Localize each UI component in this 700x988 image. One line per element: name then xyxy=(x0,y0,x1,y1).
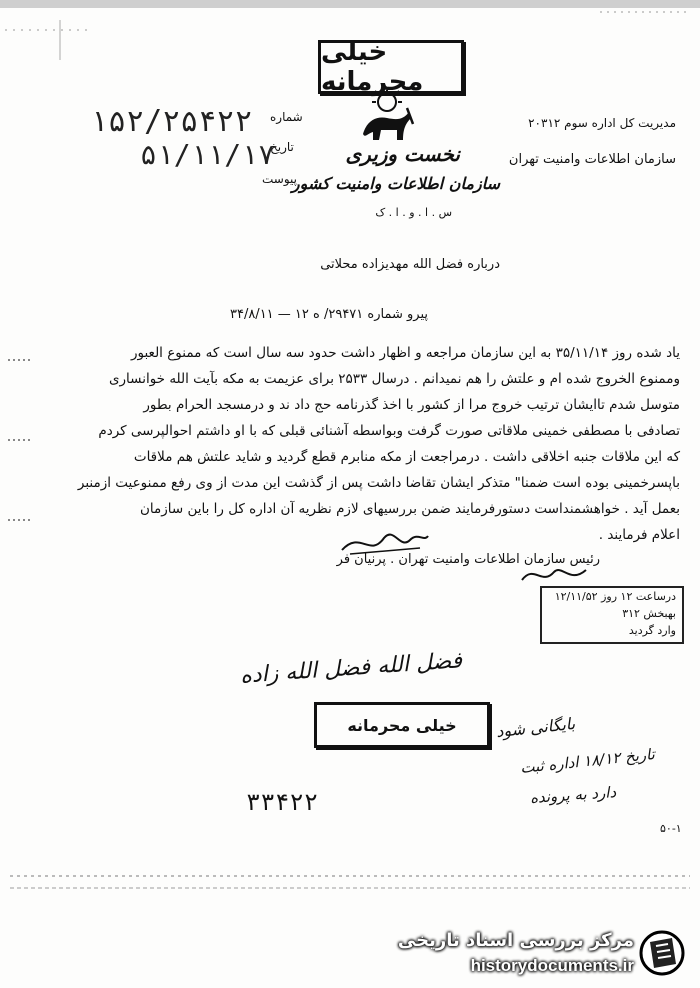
watermark-title: مرکز بررسی اسناد تاریخی xyxy=(397,930,634,951)
organization-code: س . ا . و . ا . ک xyxy=(375,206,452,219)
sender-organization: سازمان اطلاعات وامنیت تهران xyxy=(508,152,676,167)
receipt-stamp-box xyxy=(540,586,684,644)
number-label: شماره xyxy=(270,110,303,124)
organization-title: سازمان اطلاعات وامنیت کشور xyxy=(291,174,500,193)
archive-logo-icon xyxy=(638,928,686,978)
confidential-stamp-middle xyxy=(314,702,490,748)
receipt-line: درساعت ۱۲ روز ۱۲/۱۱/۵۲ xyxy=(554,590,676,603)
date-label: تاریخ xyxy=(270,140,294,154)
body-line: که این ملاقات جنبه اخلاقی داشت . درمراجعت از مکه منابرم قطع گردید و شاید علتش هم ملاقات xyxy=(133,449,680,465)
page-code: ۵۰-۱ xyxy=(660,822,682,835)
subject-line: درباره فضل الله مهدیزاده محلاتی xyxy=(320,257,500,272)
handwritten-name: فضل الله فضل الله زاده xyxy=(239,648,463,689)
body-line: یاد شده روز ۳۵/۱۱/۱۴ به این سازمان مراجعه و اظهار داشت حدود سه سال است که ممنوع العبور xyxy=(130,345,680,361)
faded-footer-text xyxy=(0,868,700,898)
letter-body xyxy=(58,340,680,548)
receipt-line: وارد گردید xyxy=(628,624,676,637)
confidential-stamp-top xyxy=(318,37,464,97)
attachment-label: پیوست xyxy=(262,172,297,186)
body-line: وممنوع الخروج شده ام و علتش را هم نمیدانم . درسال ۲۵۳۳ برای عزیمت به مکه بآیت الله خوانساری xyxy=(108,371,680,387)
handwritten-bottom-number: ۳۳۴۲۲ xyxy=(246,788,319,816)
body-line: متوسل شدم تاایشان ترتیب خروج مرا از کشور با اخذ گذرنامه حج داد ند و درمسجد الحرام بطور xyxy=(143,397,680,413)
handwritten-note: دارد به پرونده xyxy=(529,783,617,807)
lion-and-sun-emblem xyxy=(357,90,415,146)
signature-block: رئیس سازمان اطلاعات وامنیت تهران . پرنیان فر xyxy=(336,552,600,567)
confidential-stamp-middle-text: خیلی محرمانه xyxy=(347,715,457,735)
handwritten-note: بایگانی شود xyxy=(495,713,576,742)
handwritten-document-date: ۵۱/۱۱/۱۷ xyxy=(140,138,275,171)
ministry-title: نخست وزیری xyxy=(345,142,460,166)
body-line: باپسرخمینی بوده است ضمنا" متذکر ایشان تقاضا داشت پس از گذشت این مدت از وی رفع ممنوعیت ازمنبر xyxy=(77,475,680,491)
handwritten-note: تاریخ ۱۸/۱۲ اداره ثبت xyxy=(519,744,656,778)
receipt-line: بهبخش ۳۱۲ xyxy=(622,607,676,620)
body-line: اعلام فرمایند . xyxy=(598,527,680,543)
confidential-stamp-text: خیلی محرمانه xyxy=(321,37,424,97)
handwritten-document-number: ۱۵۲/۲۵۴۲۲ xyxy=(90,104,253,139)
body-line: بعمل آید . خواهشمنداست دستورفرمایند ضمن بررسیهای لازم نظریه آن اداره کل را باین سازمان xyxy=(139,501,680,517)
body-line: تصادفی با مصطفی خمینی ملاقاتی صورت گرفت وبواسطه آشنائی قبلی که با او داشتم احوالپرسی کردم xyxy=(98,423,680,439)
recipient-department: مدیریت کل اداره سوم ۲۰۳۱۲ xyxy=(528,116,676,130)
reference-line: پیرو شماره ۲۹۴۷۱/ ه ۱۲ — ۳۴/۸/۱۱ xyxy=(229,307,428,322)
watermark-url: historydocuments.ir xyxy=(470,956,634,975)
